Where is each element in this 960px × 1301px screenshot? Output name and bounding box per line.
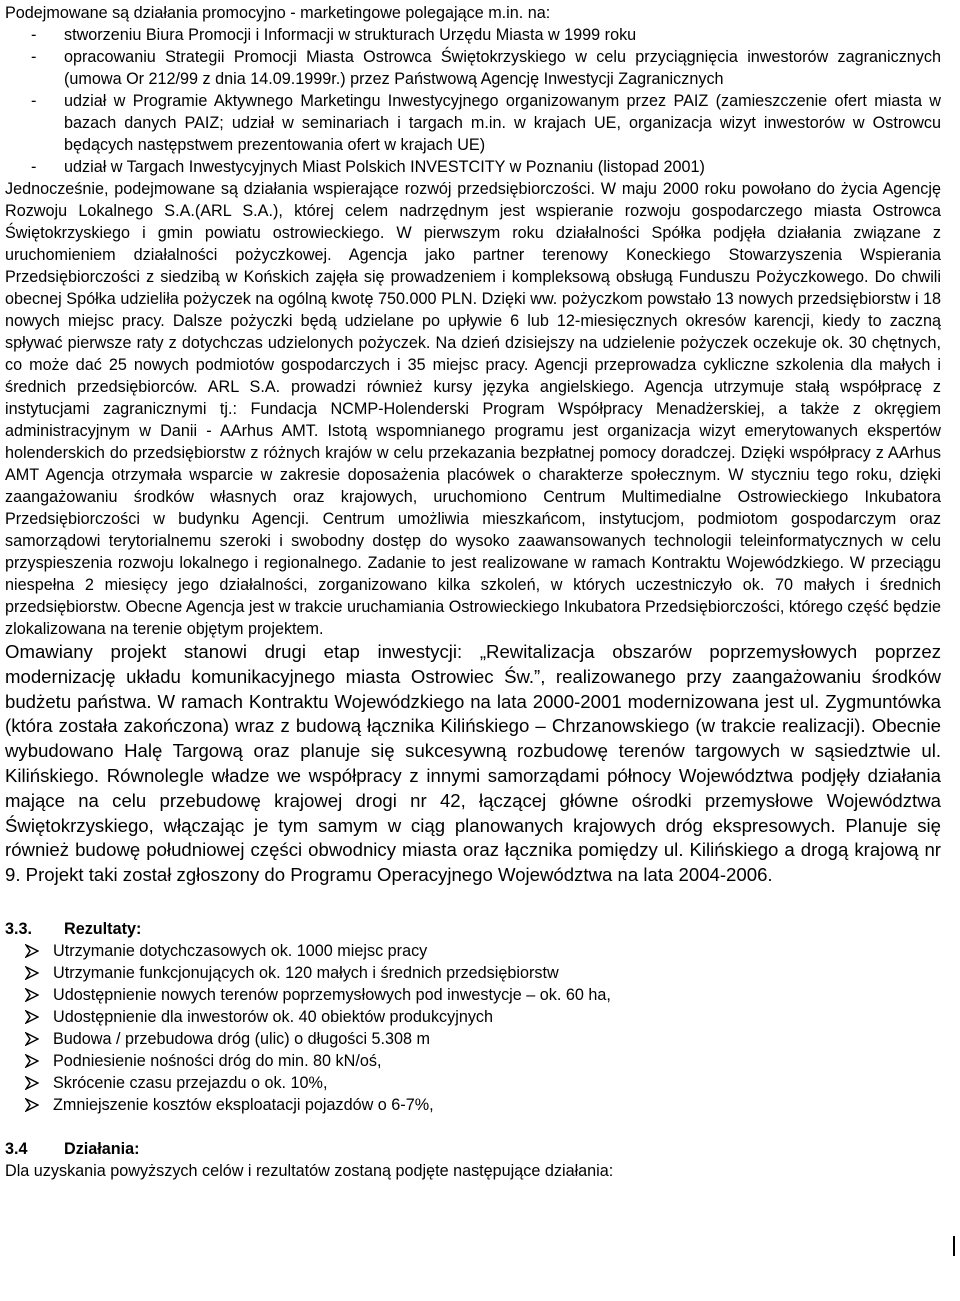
section-title: Działania: (64, 1139, 140, 1158)
dash-marker: - (31, 26, 37, 44)
closing-line: Dla uzyskania powyższych celów i rezultatów zostaną podjęte następujące działania: (5, 1161, 614, 1180)
spacer (5, 1116, 941, 1138)
arrow-bullet-icon (25, 1076, 39, 1090)
list-item: - udział w Programie Aktywnego Marketingu Inwestycyjnego organizowanym przez PAIZ (zamieszczenie ofert miasta w bazach danych PAIZ; udział w seminariach i targach m.in. w krajach UE, organizacja wizyt inwestorów w Ostrowcu będących następstwem prezentowania ofert w krajach UE) (31, 92, 941, 154)
arrow-bullet-icon (25, 1010, 39, 1024)
arrow-bullet-icon (25, 1054, 39, 1068)
section-number: 3.3. (5, 919, 33, 938)
arrow-bullet-icon (25, 966, 39, 980)
results-list (5, 940, 941, 1116)
section-title: Rezultaty: (64, 919, 142, 938)
list-item: Udostępnienie dla inwestorów ok. 40 obiektów produkcyjnych (5, 1006, 941, 1028)
arrow-bullet-icon (25, 1032, 39, 1046)
dash-marker: - (31, 92, 37, 110)
promotion-list (5, 24, 941, 178)
arrow-bullet-icon (25, 944, 39, 958)
list-item: Zmniejszenie kosztów eksploatacji pojazdów o 6-7%, (5, 1094, 941, 1116)
spacer (5, 888, 941, 918)
list-item: - udział w Targach Inwestycyjnych Miast Polskich INVESTCITY w Poznaniu (listopad 2001) (31, 158, 705, 176)
list-item: Podniesienie nośności dróg do min. 80 kN/oś, (5, 1050, 941, 1072)
paragraph-project: Omawiany projekt stanowi drugi etap inwestycji: „Rewitalizacja obszarów poprzemysłowych poprzez modernizację układu komunikacyjnego miasta Ostrowiec Św.”, realizowanego przy zaangażowaniu środków budżetu państwa. W ramach Kontraktu Wojewódzkiego na lata 2000-2001 modernizowana jest ul. Zygmuntówka (która została zakończona) wraz z budową łącznika Kilińskiego – Chrzanowskiego (w trakcie realizacji). Obecnie wybudowano Halę Targową oraz planuje się sukcesywną rozbudowę terenów targowych w sąsiedztwie ul. Kilińskiego. Równolegle władze we współpracy z innymi samorządami północy Województwa podjęły działania mające na celu przebudowę krajowej drogi nr 42, łączącej główne ośrodki przemysłowe Województwa Świętokrzyskiego, włączając je tym samym w ciąg planowanych krajowych dróg ekspresowych. Planuje się również budowę południowej części obwodnicy miasta oraz łącznika pomiędzy ul. Kilińskiego a drogą krajową nr 9. Projekt taki został zgłoszony do Programu Operacyjnego Województwa na lata 2004-2006. (5, 641, 941, 886)
list-item: - opracowaniu Strategii Promocji Miasta Ostrowca Świętokrzyskiego w celu przyciągnięcia inwestorów zagranicznych (umowa Or 212/99 z dnia 14.09.1999r.) przez Państwową Agencję Inwestycji Zagranicznych (31, 48, 941, 88)
document-page (5, 2, 941, 1182)
list-item: Utrzymanie funkcjonujących ok. 120 małych i średnich przedsiębiorstw (5, 962, 941, 984)
section-heading-results (5, 918, 941, 940)
paragraph-agency: Jednocześnie, podejmowane są działania wspierające rozwój przedsiębiorczości. W maju 2000 roku powołano do życia Agencję Rozwoju Lokalnego S.A.(ARL S.A.), której celem nadrzędnym jest wspieranie rozwoju gospodarczego miasta Ostrowca Świętokrzyskiego i gmin powiatu ostrowieckiego. W pierwszym roku działalności Spółka podjęła działania związane z uruchomieniem działalności pożyczkowej. Agencja jako partner terenowy Koneckiego Stowarzyszenia Wspierania Przedsiębiorczości z siedzibą w Końskich zajęła się prowadzeniem i kompleksową obsługą Funduszu Pożyczkowego. Do chwili obecnej Spółka udzieliła pożyczek na ogólną kwotę 750.000 PLN. Dzięki ww. pożyczkom powstało 13 nowych przedsiębiorstw i 18 nowych miejsc pracy. Dalsze pożyczki będą udzielane po upływie 6 lub 12-miesięcznych okresów karencji, kiedy to zaczną spływać pierwsze raty z dotychczas udzielonych pożyczek. Na dzień dzisiejszy na udzielenie pożyczek oczekuje ok. 30 chętnych, co może dać 25 nowych podmiotów gospodarczych i 35 miejsc pracy. Agencji przeprowadza cykliczne szkolenia dla małych i średnich przedsiębiorców. ARL S.A. prowadzi również kursy języka angielskiego. Agencja utrzymuje stałą współpracę z instytucjami zagranicznymi tj.: Fundacja NCMP-Holenderski Program Współpracy Menadżerskiej, a także z okręgiem administracyjnym w Danii - AArhus AMT. Istotą wspomnianego programu jest organizacja wizyt emerytowanych ekspertów holenderskich do przedsiębiorstw z różnych krajów w celu przekazania bezpłatnej pomocy doradczej. Dzięki współpracy z AArhus AMT Agencja otrzymała wsparcie w zakresie doposażenia placówek o charakterze społecznym. W styczniu tego roku, dzięki zaangażowaniu środków własnych oraz krajowych, uruchomiono Centrum Multimedialne Ostrowieckiego Inkubatora Przedsiębiorczości w budynku Agencji. Centrum umożliwia mieszkańcom, instytucjom, podmiotom gospodarczym oraz samorządowi terytorialnemu szeroki i swobodny dostęp do wysoko zaawansowanych technologii teleinformatycznych w celu przyspieszenia rozwoju lokalnego i regionalnego. Zadanie to jest realizowane w ramach Kontraktu Wojewódzkiego. W przeciągu niespełna 2 miesięcy jego działalności, zorganizowano kilka szkoleń, w których uczestniczyło ok. 70 małych i średnich przedsiębiorstw. Obecne Agencja jest w trakcie uruchamiania Ostrowieckiego Inkubatora Przedsiębiorczości, którego część będzie zlokalizowana na terenie objętym projektem. (5, 180, 941, 638)
intro-line: Podejmowane są działania promocyjno - marketingowe polegające m.in. na: (5, 4, 551, 22)
text-cursor (953, 1236, 955, 1256)
list-item: Utrzymanie dotychczasowych ok. 1000 miejsc pracy (5, 940, 941, 962)
section-heading-actions (5, 1138, 941, 1160)
list-item: Skrócenie czasu przejazdu o ok. 10%, (5, 1072, 941, 1094)
dash-marker: - (31, 48, 37, 66)
arrow-bullet-icon (25, 1098, 39, 1112)
list-item: - stworzeniu Biura Promocji i Informacji w strukturach Urzędu Miasta w 1999 roku (31, 26, 637, 44)
section-number: 3.4 (5, 1139, 28, 1158)
list-item: Budowa / przebudowa dróg (ulic) o długości 5.308 m (5, 1028, 941, 1050)
arrow-bullet-icon (25, 988, 39, 1002)
list-item: Udostępnienie nowych terenów poprzemysłowych pod inwestycje – ok. 60 ha, (5, 984, 941, 1006)
dash-marker: - (31, 158, 37, 176)
